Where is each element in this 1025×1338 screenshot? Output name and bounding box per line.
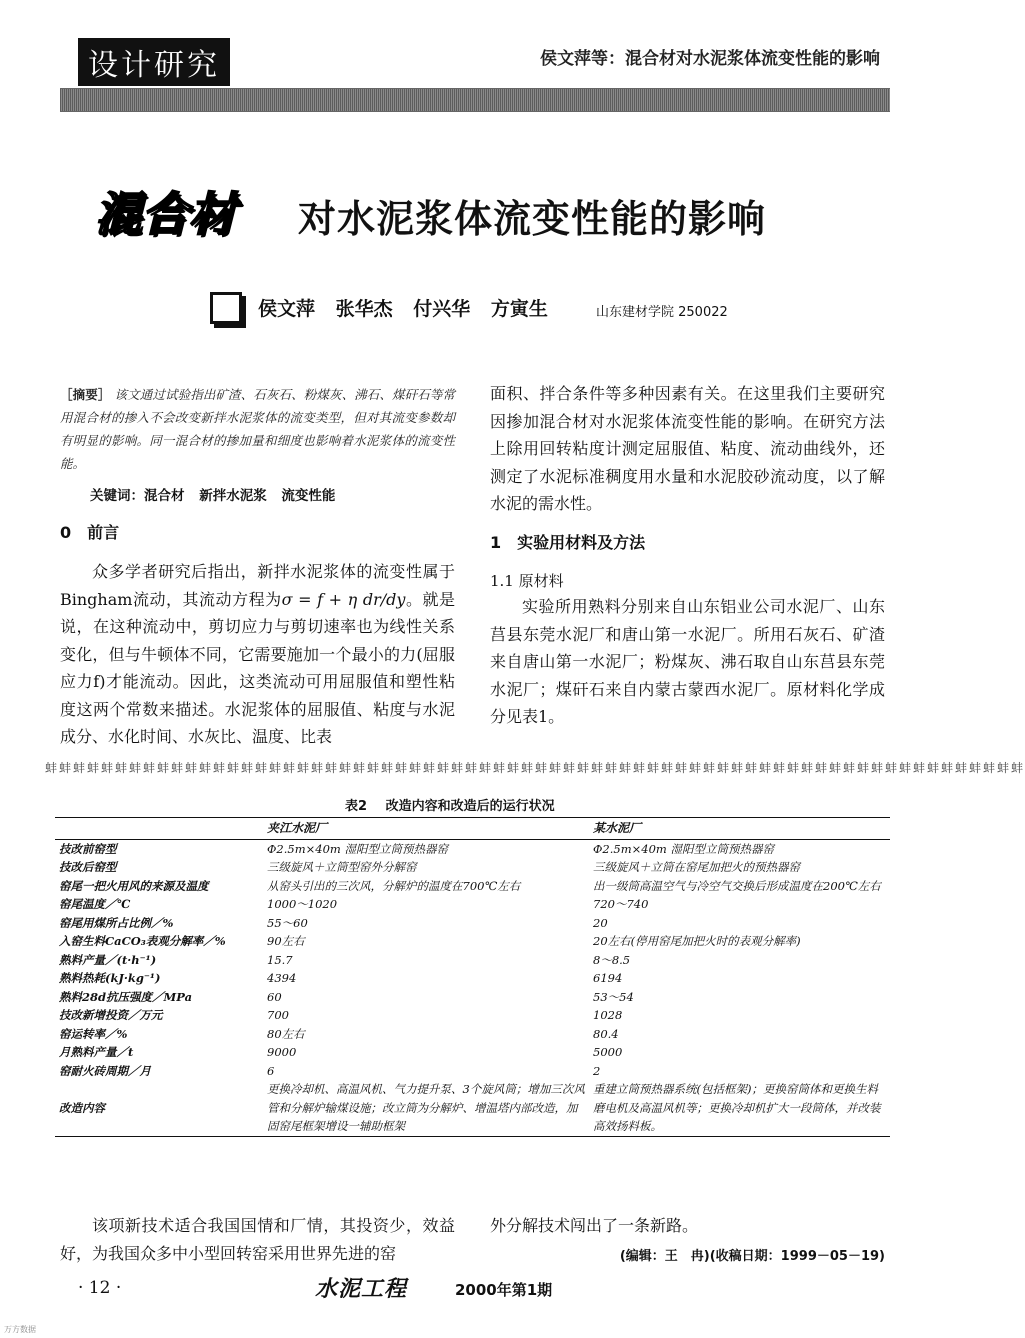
table-row [55, 858, 890, 877]
table-cell: 5000 [593, 1045, 623, 1059]
table-row [55, 969, 890, 988]
table-cell: 60 [267, 989, 282, 1004]
table-row [55, 988, 890, 1007]
section1-1-heading: 1.1 原材料 [490, 572, 564, 590]
flow-equation: σ = f + η dr/dy [281, 589, 406, 609]
table-cell: 80左右 [267, 1026, 305, 1041]
affiliation: 山东建材学院 250022 [596, 305, 728, 320]
table-cell: Φ2.5m×40m 湿阳型立筒预热器窑 [593, 841, 774, 856]
table-cell: 20 [593, 915, 608, 930]
table-cell: 重建立筒预热器系统(包括框架)；更换窑筒体和更换生料磨电机及高温风机等；更换冷却机扩大一段筒体，并改装高效扬料板。 [589, 1080, 890, 1136]
table-cell: 更换冷却机、高温风机、气力提升泵、3个旋风筒；增加三次风管和分解炉输煤设施；改立筒为分解炉、增温塔内部改造，加固窑尾框架增设一辅助框架 [263, 1080, 589, 1136]
intro-paragraph [60, 558, 455, 751]
table-cell: 出一级筒高温空气与冷空气交换后形成温度在200℃左右 [593, 878, 881, 893]
intro-continuation: 面积、拌合条件等多种因素有关。在这里我们主要研究因掺加混合材对水泥浆体流变性能的影响。在研究方法上除用回转粘度计测定屈服值、粘度、流动曲线外，还测定了水泥标准稠度用水量和水泥胶砂流动度，以了解水泥的需水性。 [490, 384, 885, 513]
table-cell: 700 [267, 1008, 289, 1022]
table-header-cell: 某水泥厂 [589, 818, 890, 840]
table-cell: Φ2.5m×40m 湿阳型立筒预热器窑 [267, 841, 448, 856]
intro-text-a: 众多学者研究后指出，新拌水泥浆体的流变性属于Bingham流动，其流动方程为 [60, 562, 455, 609]
abstract-label: ［摘要］ [60, 387, 111, 402]
table-row [55, 839, 890, 858]
table-cell: 1000～1020 [267, 897, 338, 911]
journal-name: 水泥工程 [315, 1276, 408, 1302]
table-cell: 三级旋风＋立筒在窑尾加把火的预热器窑 [593, 860, 800, 874]
table-cell: 53～54 [593, 989, 634, 1004]
table-row [55, 1006, 890, 1025]
table-cell: 三级旋风＋立筒型窑外分解窑 [267, 860, 417, 874]
table-cell: 2 [593, 1063, 601, 1078]
table-cell: 月熟料产量／t [59, 1045, 134, 1059]
table-cell: 6 [267, 1063, 275, 1078]
table-cell: 熟料热耗(kJ·kg⁻¹) [59, 971, 161, 985]
table-cell: 9000 [267, 1045, 297, 1059]
data-table [55, 817, 890, 1137]
issue-label: 2000年第1期 [455, 1281, 553, 1299]
table-cell: 入窑生料CaCO₃表观分解率／% [59, 934, 226, 948]
table-header-cell [55, 818, 263, 840]
table-header-row [55, 818, 890, 840]
table-cell: 窑尾一把火用风的来源及温度 [59, 878, 209, 893]
table-cell: 8～8.5 [593, 952, 631, 967]
table-cell: 改造内容 [55, 1080, 263, 1136]
table-cell: 窑耐火砖周期／月 [59, 1063, 151, 1078]
section1-heading: 1 实验用材料及方法 [490, 533, 646, 552]
table-row [55, 914, 890, 933]
table-row [55, 1025, 890, 1044]
table-cell: 窑尾用煤所占比例／% [59, 915, 174, 930]
table-cell: 6194 [593, 971, 623, 985]
table-caption: 表2 改造内容和改造后的运行状况 [345, 799, 555, 814]
table-cell: 窑尾温度／℃ [59, 897, 131, 911]
table-row [55, 895, 890, 914]
authors: 侯文萍 张华杰 付兴华 方寅生 [258, 298, 548, 320]
table-cell: 4394 [267, 971, 297, 985]
section-label: 设计研究 [78, 38, 230, 86]
keywords: 关键词：混合材 新拌水泥浆 流变性能 [90, 488, 336, 504]
table-cell: 技改前窑型 [59, 841, 117, 856]
materials-paragraph: 实验所用熟料分别来自山东铝业公司水泥厂、山东莒县东莞水泥厂和唐山第一水泥厂。所用石灰石、矿渣来自唐山第一水泥厂；粉煤灰、沸石取自山东莒县东莞水泥厂；煤矸石来自内蒙古蒙西水泥厂。原材料化学成分见表1。 [490, 597, 885, 726]
table-cell: 80.4 [593, 1026, 619, 1041]
table-cell: 窑运转率／% [59, 1026, 128, 1041]
abstract [60, 383, 455, 475]
table-cell: 从窑头引出的三次风，分解炉的温度在700℃左右 [267, 878, 521, 893]
intro-heading: 0 前言 [60, 523, 120, 542]
table-cell: 熟料28d抗压强度／MPa [59, 989, 193, 1004]
table-row [55, 1080, 890, 1136]
page-title: 对水泥浆体流变性能的影响 [298, 197, 767, 241]
table-row [55, 1062, 890, 1081]
author-box-icon [210, 292, 242, 324]
table-cell: 720～740 [593, 897, 649, 911]
table-cell: 1028 [593, 1008, 623, 1022]
table-cell: 20左右(停用窑尾加把火时的表观分解率) [593, 934, 801, 948]
editor-note: (编辑：王 冉)(收稿日期：1999－05－19) [619, 1249, 885, 1264]
table-header-cell: 夹江水泥厂 [263, 818, 589, 840]
closing-paragraph: 该项新技术适合我国国情和厂情，其投资少，效益好，为我国众多中小型回转窑采用世界先进的窑 [60, 1216, 455, 1263]
page-number: · 12 · [78, 1278, 122, 1298]
table-cell: 15.7 [267, 952, 293, 967]
table-row [55, 877, 890, 896]
abstract-text: 该文通过试验指出矿渣、石灰石、粉煤灰、沸石、煤矸石等常用混合材的掺入不会改变新拌水泥浆体的流变类型，但对其流变参数却有明显的影响。同一混合材的掺加量和细度也影响着水泥浆体的流变性能。 [60, 387, 455, 471]
source-watermark: 万方数据 [4, 1325, 36, 1334]
header-band [60, 88, 890, 112]
table-cell: 技改后窑型 [59, 860, 117, 874]
running-head: 侯文萍等：混合材对水泥浆体流变性能的影响 [540, 49, 880, 69]
table-cell: 55～60 [267, 915, 308, 930]
intro-text-b: 。就是说，在这种流动中，剪切应力与剪切速率也为线性关系变化，但与牛顿体不同，它需要施加一个最小的力(屈服应力f)才能流动。因此，这类流动可用屈服值和塑性粘度这两个常数来描述。水泥浆体的屈服值、粘度与水泥成分、水化时间、水灰比、温度、比表 [60, 589, 455, 746]
table-cell: 技改新增投资／万元 [59, 1008, 163, 1022]
title-emphasis: 混合材 [95, 187, 236, 241]
ornament-divider: 蚌蚌蚌蚌蚌蚌蚌蚌蚌蚌蚌蚌蚌蚌蚌蚌蚌蚌蚌蚌蚌蚌蚌蚌蚌蚌蚌蚌蚌蚌蚌蚌蚌蚌蚌蚌蚌蚌蚌蚌蚌蚌蚌蚌蚌蚌蚌蚌蚌蚌蚌蚌蚌蚌蚌蚌蚌蚌蚌蚌蚌蚌蚌蚌蚌蚌蚌蚌蚌蚌 [45, 761, 1025, 775]
table-row [55, 1043, 890, 1062]
table-row [55, 951, 890, 970]
table-row [55, 932, 890, 951]
table-cell: 熟料产量／(t·h⁻¹) [59, 952, 157, 967]
table-cell: 90左右 [267, 934, 305, 948]
closing-paragraph-continued: 外分解技术闯出了一条新路。 [490, 1216, 699, 1235]
